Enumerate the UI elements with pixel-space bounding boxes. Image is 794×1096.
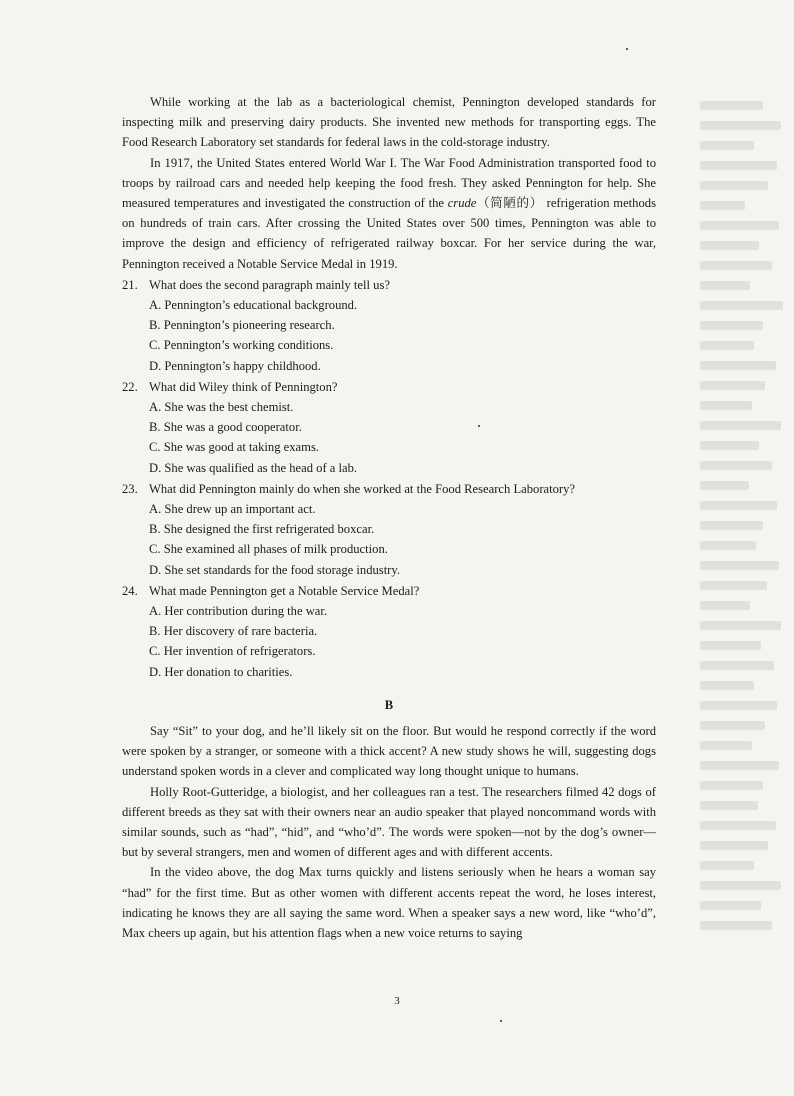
answer-option: D. She was qualified as the head of a lab.: [149, 460, 358, 475]
answer-option: B. She was a good cooperator.: [149, 420, 302, 435]
question-stem: [122, 479, 656, 499]
question-stem: [122, 581, 656, 601]
answer-option: C. She examined all phases of milk production.: [149, 542, 388, 557]
question-number: 24.: [122, 583, 138, 598]
question-list: [122, 275, 656, 682]
passage-a-paragraph-2: [122, 153, 656, 274]
question-text: What did Pennington mainly do when she worked at the Food Research Laboratory?: [149, 481, 575, 496]
question-text: What did Wiley think of Pennington?: [149, 379, 338, 394]
passage-a-paragraph-1: While working at the lab as a bacteriological chemist, Pennington developed standards for inspecting milk and preserving dairy products. She invented new methods for transporting eggs. The Food Research Laboratory set standards for federal laws in the cold-storage industry.: [122, 95, 656, 150]
question-block: [122, 377, 656, 478]
question-stem: [122, 377, 656, 397]
answer-option: D. Her donation to charities.: [149, 664, 293, 679]
answer-option: A. Her contribution during the war.: [149, 604, 328, 619]
answer-option: C. She was good at taking exams.: [149, 440, 319, 455]
question-number: 22.: [122, 379, 138, 394]
passage-a-paragraph-2-text: In 1917, the United States entered World War I. The War Food Administration transported food to troops by railroad cars and needed help keeping the food fresh. They asked Pennington for help. She measured temperatures and investigated the construction of the: [122, 155, 656, 211]
passage-b-paragraph-2: Holly Root-Gutteridge, a biologist, and her colleagues ran a test. The researchers filmed 42 dogs of different breeds as they sat with their owners near an audio speaker that played noncommand words with similar sounds, such as “had”, “hid”, and “who’d”. The words were spoken—not by the dog’s owner—but by several strangers, men and women of different ages and with different accents.: [122, 784, 656, 860]
passage-a-paragraph-2-continued: refrigeration methods on hundreds of train cars. After crossing the United States over 500 times, Pennington was able to improve the design and efficiency of refrigerated railway boxcar. For her service during the war, Pennington received a Notable Service Medal in 1919.: [122, 196, 656, 271]
passage-b-paragraph-1: Say “Sit” to your dog, and he’ll likely sit on the floor. But would he respond correctly if the word were spoken by a stranger, or someone with a thick accent? A new study shows he will, suggesting dogs understand spoken words in a clever and complicated way long thought unique to humans.: [122, 723, 656, 779]
answer-option: A. She drew up an important act.: [149, 502, 316, 517]
scan-speck: [500, 1020, 502, 1022]
glossed-word: crude: [447, 196, 477, 211]
page-content: [122, 92, 656, 943]
bleed-through-text: [700, 90, 790, 970]
answer-option: C. Pennington’s working conditions.: [149, 338, 334, 353]
question-number: 21.: [122, 277, 138, 292]
answer-option: B. Pennington’s pioneering research.: [149, 318, 335, 333]
question-text: What made Pennington get a Notable Service Medal?: [149, 583, 420, 598]
section-b-title: B: [384, 697, 394, 712]
answer-option: D. She set standards for the food storage industry.: [149, 562, 401, 577]
answer-option: D. Pennington’s happy childhood.: [149, 358, 321, 373]
question-text: What does the second paragraph mainly tell us?: [149, 277, 390, 292]
scan-speck: [626, 48, 628, 50]
question-number: 23.: [122, 481, 138, 496]
answer-option: C. Her invention of refrigerators.: [149, 644, 316, 659]
passage-b-paragraph-3: In the video above, the dog Max turns quickly and listens seriously when he hears a woman say “had” for the first time. But as other women with different accents repeat the word, he loses interest, indicating he knows they are all saying the same word. When a speaker says a new word, like “who’d”, Max cheers up again, but his attention flags when a new voice returns to saying: [122, 865, 656, 940]
answer-option: B. She designed the first refrigerated boxcar.: [149, 522, 375, 537]
answer-option: B. Her discovery of rare bacteria.: [149, 624, 318, 639]
question-block: [122, 275, 656, 376]
answer-option: A. She was the best chemist.: [149, 400, 294, 415]
answer-option: A. Pennington’s educational background.: [149, 298, 358, 313]
gloss-annotation: （简陋的）: [476, 196, 543, 211]
scan-speck: [478, 425, 480, 427]
question-stem: [122, 275, 656, 295]
page-number: 3: [394, 995, 400, 1007]
question-block: [122, 479, 656, 580]
question-block: [122, 581, 656, 682]
